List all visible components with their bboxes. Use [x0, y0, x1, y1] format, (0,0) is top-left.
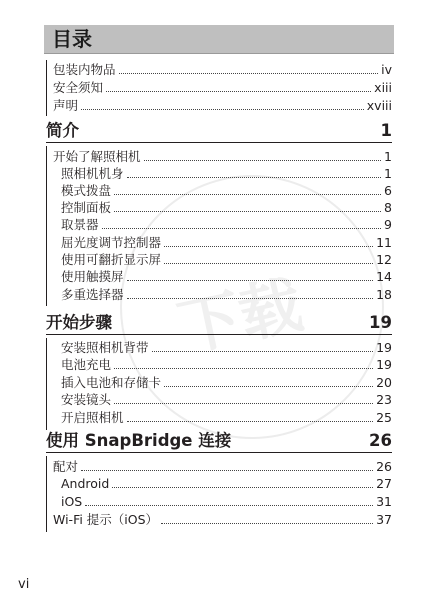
leader-dots [106, 91, 371, 92]
toc-entry[interactable] [61, 410, 392, 426]
toc-entry[interactable] [53, 459, 392, 475]
leader-dots [127, 280, 374, 281]
entry-page: 11 [376, 235, 392, 250]
entry-page: 25 [376, 410, 392, 425]
leader-dots [112, 487, 373, 488]
leader-dots [102, 228, 382, 229]
entry-label: 配对 [53, 459, 79, 474]
toc-entry[interactable] [61, 375, 392, 391]
section-rule [46, 338, 47, 430]
entry-page: 12 [376, 252, 392, 267]
entry-page: 6 [384, 183, 392, 198]
entry-label: 照相机机身 [61, 166, 124, 181]
entry-page: 31 [376, 494, 392, 509]
entry-label: 安全须知 [53, 80, 104, 95]
entry-page: 14 [376, 269, 392, 284]
chapter-heading[interactable] [46, 428, 392, 453]
entry-label: Wi-Fi 提示（iOS） [53, 512, 159, 527]
entry-page: 19 [376, 340, 392, 355]
entry-label: Android [61, 476, 110, 491]
toc-entry[interactable] [53, 149, 392, 165]
chapter-heading[interactable] [46, 310, 392, 335]
entry-label: 包装内物品 [53, 62, 116, 77]
leader-dots [114, 403, 373, 404]
leader-dots [85, 505, 373, 506]
entry-page: 37 [376, 512, 392, 527]
leader-dots [164, 246, 373, 247]
toc-entry[interactable] [61, 183, 392, 199]
page-number: vi [18, 577, 30, 592]
entry-label: 开始了解照相机 [53, 149, 141, 164]
leader-dots [152, 351, 374, 352]
entry-page: 19 [376, 357, 392, 372]
chapter-heading[interactable] [46, 118, 392, 143]
entry-label: 安装照相机背带 [61, 340, 149, 355]
toc-entry[interactable] [61, 287, 392, 303]
chapter-title: 开始步骤 [46, 313, 112, 332]
chapter-title: 简介 [46, 121, 79, 140]
entry-page: 1 [384, 166, 392, 181]
leader-dots [127, 421, 374, 422]
toc-entry[interactable] [61, 166, 392, 182]
leader-dots [144, 160, 382, 161]
leader-dots [114, 368, 373, 369]
toc-entry[interactable] [61, 494, 392, 510]
chapter-page: 19 [369, 313, 392, 332]
entry-label: 多重选择器 [61, 287, 124, 302]
entry-page: iv [381, 62, 392, 77]
entry-label: 安装镜头 [61, 392, 112, 407]
toc-entry[interactable] [61, 357, 392, 373]
entry-page: 23 [376, 392, 392, 407]
entry-label: 声明 [53, 98, 79, 113]
toc-entry[interactable] [53, 98, 392, 114]
entry-page: 8 [384, 200, 392, 215]
entry-label: iOS [61, 494, 83, 509]
chapter-page: 26 [369, 431, 392, 450]
toc-title: 目录 [52, 27, 92, 51]
section-rule [46, 456, 47, 532]
leader-dots [81, 109, 364, 110]
entry-label: 控制面板 [61, 200, 112, 215]
toc-entry[interactable] [61, 340, 392, 356]
leader-dots [114, 194, 381, 195]
leader-dots [164, 386, 373, 387]
entry-page: 20 [376, 375, 392, 390]
leader-dots [114, 211, 381, 212]
chapter-page: 1 [380, 121, 392, 140]
toc-entry[interactable] [61, 252, 392, 268]
leader-dots [127, 298, 374, 299]
watermark-text: 下载 [171, 267, 309, 365]
leader-dots [127, 177, 382, 178]
toc-title-bar [44, 25, 394, 54]
toc-entry[interactable] [53, 62, 392, 78]
toc-entry[interactable] [61, 392, 392, 408]
entry-page: xviii [366, 98, 392, 113]
leader-dots [119, 73, 379, 74]
entry-label: 使用可翻折显示屏 [61, 252, 162, 267]
chapter-title: 使用 SnapBridge 连接 [46, 431, 232, 450]
entry-label: 插入电池和存储卡 [61, 375, 162, 390]
leader-dots [164, 263, 373, 264]
entry-page: 1 [384, 149, 392, 164]
entry-label: 取景器 [61, 217, 99, 232]
leader-dots [161, 523, 373, 524]
entry-label: 屈光度调节控制器 [61, 235, 162, 250]
entry-page: 9 [384, 217, 392, 232]
toc-entry[interactable] [53, 512, 392, 528]
leader-dots [81, 470, 373, 471]
toc-entry[interactable] [61, 269, 392, 285]
entry-page: 27 [376, 476, 392, 491]
entry-label: 模式拨盘 [61, 183, 112, 198]
toc-entry[interactable] [61, 235, 392, 251]
toc-entry[interactable] [53, 80, 392, 96]
entry-page: 18 [376, 287, 392, 302]
toc-entry[interactable] [61, 217, 392, 233]
entry-label: 使用触摸屏 [61, 269, 124, 284]
entry-page: 26 [376, 459, 392, 474]
toc-entry[interactable] [61, 200, 392, 216]
front-matter-rule [46, 60, 47, 116]
entry-page: xiii [374, 80, 392, 95]
entry-label: 电池充电 [61, 357, 112, 372]
toc-entry[interactable] [61, 476, 392, 492]
section-rule [46, 146, 47, 306]
entry-label: 开启照相机 [61, 410, 124, 425]
